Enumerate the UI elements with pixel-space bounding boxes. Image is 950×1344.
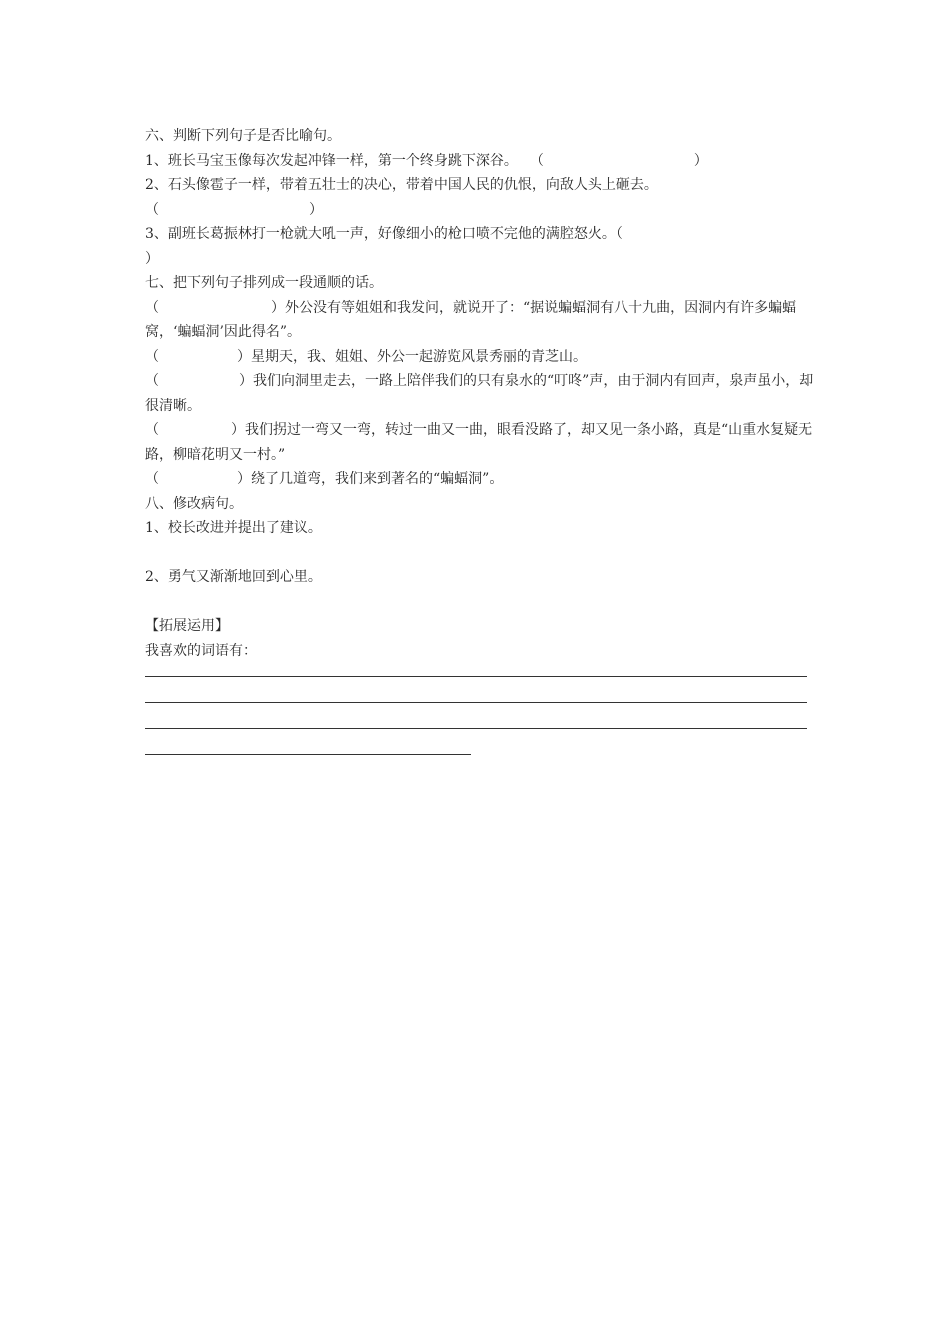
section6-item-3-answer	[145, 247, 815, 272]
section8-title: 八、修改病句。	[145, 495, 243, 512]
item-text: 2、石头像雹子一样，带着五壮士的决心，带着中国人民的仇恨，向敌人头上砸去。	[145, 177, 658, 193]
order-open-paren: （	[145, 348, 159, 365]
item-text: 1、班长马宝玉像每次发起冲锋一样，第一个终身跳下深谷。	[145, 152, 518, 169]
section7-title: 七、把下列句子排列成一段通顺的话。	[145, 275, 383, 291]
section7-item-4	[145, 418, 815, 467]
writing-line[interactable]	[145, 677, 807, 703]
writing-line[interactable]	[145, 729, 471, 755]
order-open-paren: （	[145, 373, 159, 389]
order-close-paren: ）	[237, 471, 251, 487]
order-open-paren: （	[145, 471, 159, 487]
writing-lines	[145, 651, 815, 755]
section8-item-1: 1、校长改进并提出了建议。	[145, 520, 322, 536]
order-close-paren: ）	[237, 348, 251, 365]
section6-item-1	[145, 149, 815, 174]
section7-item-3	[145, 369, 815, 418]
order-close-paren: ）	[239, 373, 253, 389]
answer-close-paren: ）	[309, 201, 323, 218]
sentence-text: 星期天，我、姐姐、外公一起游览风景秀丽的青芝山。	[251, 348, 587, 365]
order-close-paren: ）	[271, 299, 285, 316]
worksheet-content	[145, 124, 815, 755]
section8-item-2: 2、勇气又渐渐地回到心里。	[145, 569, 322, 585]
section7-item-2	[145, 345, 815, 370]
writing-line[interactable]	[145, 703, 807, 729]
answer-open-paren: （	[615, 226, 623, 242]
section6-item-2	[145, 173, 815, 198]
section6-title: 六、判断下列句子是否比喻句。	[145, 128, 341, 144]
extension-title: 【拓展运用】	[145, 618, 229, 634]
sentence-text: 我们向洞里走去，一路上陪伴我们的只有泉水的“叮咚”声，由于洞内有回声，泉声虽小，却很清晰。	[145, 373, 814, 414]
section7-item-1	[145, 296, 815, 345]
order-open-paren: （	[145, 422, 159, 438]
sentence-text: 我们拐过一弯又一弯，转过一曲又一曲，眼看没路了，却又见一条小路，真是“山重水复疑无路，柳暗花明又一村。”	[145, 422, 813, 463]
item-text: 3、副班长葛振林打一枪就大吼一声，好像细小的枪口喷不完他的满腔怒火。	[145, 226, 616, 242]
section7-item-5	[145, 467, 815, 492]
sentence-text: 外公没有等姐姐和我发问，就说开了：“据说蝙蝠洞有八十九曲，因洞内有许多蝙蝠窝，‘蝙蝠洞’因此得名”。	[145, 299, 797, 340]
answer-open-paren: （	[529, 152, 544, 169]
section6-item-2-answer	[145, 198, 815, 223]
answer-close-paren: ）	[693, 152, 708, 169]
answer-close-paren: ）	[145, 250, 159, 267]
sentence-text: 绕了几道弯，我们来到著名的“蝙蝠洞”。	[251, 471, 504, 487]
section6-item-3	[145, 222, 815, 247]
answer-space[interactable]	[145, 590, 815, 615]
order-open-paren: （	[145, 299, 159, 316]
extension-prompt: 我喜欢的词语有：	[145, 642, 257, 659]
answer-space[interactable]	[145, 541, 815, 566]
answer-open-paren: （	[145, 201, 159, 218]
order-close-paren: ）	[231, 422, 245, 438]
